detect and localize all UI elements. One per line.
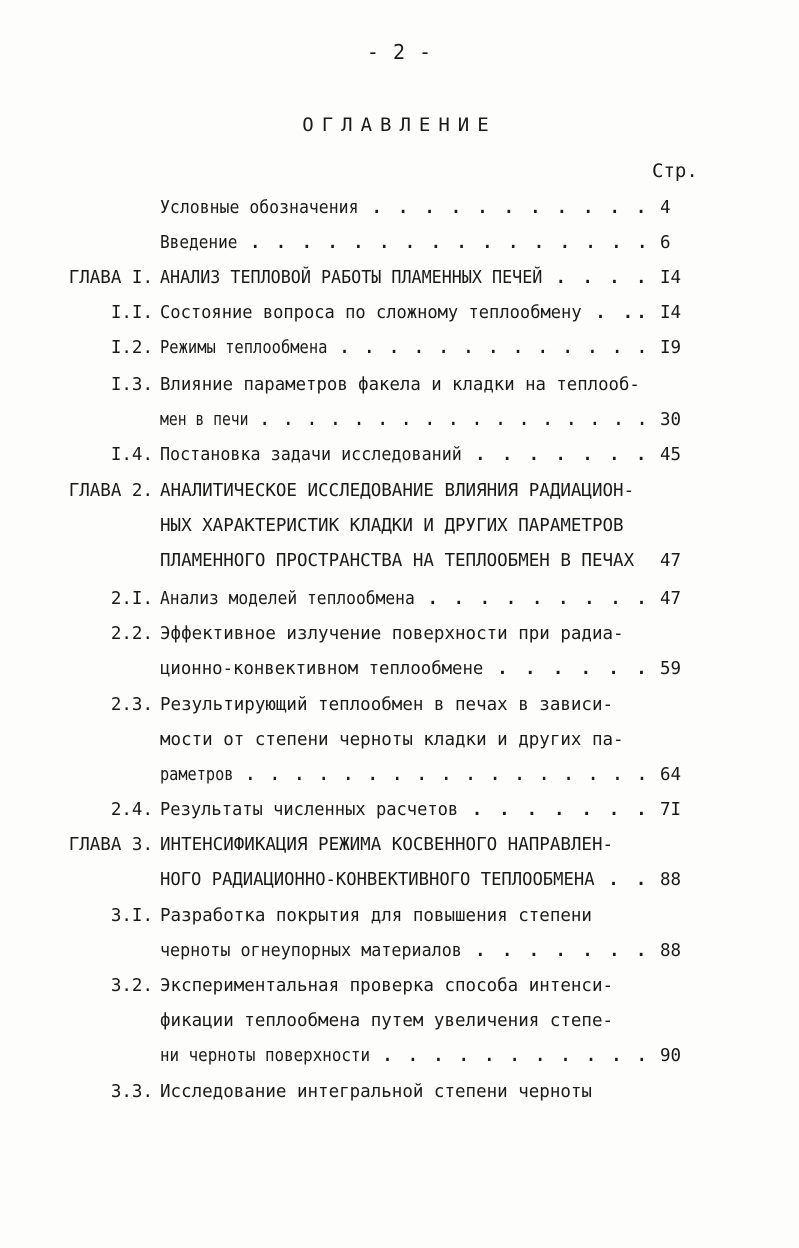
- toc-entry-title: ционно-конвективном теплообмене: [160, 659, 484, 679]
- toc-entry: [0, 298, 799, 328]
- toc-entry-text: [160, 865, 650, 895]
- toc-title: ОГЛАВЛЕНИЕ: [302, 114, 497, 136]
- toc-entry: [0, 760, 799, 790]
- toc-entry-page: I4: [660, 268, 682, 288]
- toc-entry-number: I.2.: [110, 338, 153, 358]
- toc-entry-text: [160, 1041, 650, 1071]
- toc-entry-title: мости от степени черноты кладки и других па-: [160, 730, 624, 750]
- toc-entry-page: 88: [660, 870, 682, 890]
- toc-entry-title: Состояние вопроса по сложному теплообмену: [160, 303, 582, 323]
- toc-leader-dots: . . . . . . . . . . . . . . . . .: [248, 410, 650, 430]
- toc-entry: [0, 865, 799, 895]
- toc-leader-dots: . . . . . . .: [461, 941, 650, 961]
- toc-entry: [0, 370, 799, 400]
- toc-entry: [0, 795, 799, 825]
- toc-entry-text: [160, 405, 649, 435]
- toc-entry-title: Эффективное излучение поверхности при радиа-: [160, 624, 624, 644]
- toc-entry-text: [160, 760, 650, 790]
- toc-entry-title: Условные обозначения: [160, 198, 359, 218]
- toc-leader-dots: . . . . . . .: [461, 445, 650, 465]
- toc-entry-title: черноты огнеупорных материалов: [160, 941, 462, 961]
- toc-entry-page: 59: [660, 659, 682, 679]
- toc-entry-page: I4: [660, 303, 682, 323]
- toc-entry-text: [160, 511, 624, 541]
- toc-entry-text: [160, 901, 592, 931]
- toc-entry-number: 3.3.: [110, 1082, 153, 1102]
- toc-entry: [0, 901, 799, 931]
- toc-entry: [0, 654, 799, 684]
- toc-leader-dots: . ..: [581, 303, 651, 323]
- toc-leader-dots: . . . . . . .: [458, 800, 651, 820]
- toc-leader-dots: . . . . . . . . . . . . . . . .: [237, 233, 651, 253]
- toc-entry-text: [160, 263, 650, 293]
- toc-entry: [0, 584, 799, 614]
- toc-entry-text: [160, 619, 624, 649]
- toc-entry: [0, 228, 799, 258]
- toc-entry-title: ни черноты поверхности: [160, 1046, 371, 1066]
- toc-leader-dots: . . . . . . . . . . . . . . . . .: [233, 765, 650, 785]
- toc-entry-title: Разработка покрытия для повышения степени: [160, 906, 592, 926]
- toc-entry-title: НОГО РАДИАЦИОННО-КОНВЕКТИВНОГО ТЕПЛООБМЕНА: [160, 870, 595, 890]
- toc-entry: [0, 1006, 799, 1036]
- toc-entry-title: Введение: [160, 233, 238, 253]
- toc-entry-title: ПЛАМЕННОГО ПРОСТРАНСТВА НА ТЕПЛООБМЕН В ПЕЧАХ: [160, 551, 635, 571]
- page-number: - 2 -: [366, 40, 433, 64]
- toc-entry-title: Исследование интегральной степени черноты: [160, 1082, 592, 1102]
- toc-entry-number: ГЛАВА 2.: [68, 481, 153, 501]
- toc-leader-dots: . . . . . . . . .: [414, 589, 650, 609]
- toc-entry-page: 90: [660, 1046, 682, 1066]
- toc-entry-title: Результирующий теплообмен в печах в зависи-: [160, 695, 614, 715]
- toc-entry-title: раметров: [160, 765, 234, 785]
- toc-entry: [0, 690, 799, 720]
- toc-entry-text: [160, 193, 649, 223]
- toc-entry-title: НЫХ ХАРАКТЕРИСТИК КЛАДКИ И ДРУГИХ ПАРАМЕТРОВ: [160, 516, 624, 536]
- toc-entry-page: 30: [660, 410, 682, 430]
- toc-entry-title: Влияние параметров факела и кладки на теплооб-: [160, 375, 640, 395]
- toc-entry-text: [160, 971, 613, 1001]
- toc-entry: [0, 830, 799, 860]
- toc-entry: [0, 1041, 799, 1071]
- toc-entry: [0, 971, 799, 1001]
- toc-leader-dots: . . . .: [542, 268, 650, 288]
- toc-entry-text: [160, 1077, 592, 1107]
- toc-entry-page: 45: [660, 445, 682, 465]
- toc-entry-page: 47: [660, 551, 682, 571]
- toc-leader-dots: . . . . . . . . . . .: [370, 1046, 650, 1066]
- toc-entry: [0, 619, 799, 649]
- toc-entry-text: [160, 228, 650, 258]
- toc-entry-number: ГЛАВА I.: [68, 268, 153, 288]
- toc-entry-title: Постановка задачи исследований: [160, 445, 462, 465]
- toc-entry-page: 4: [660, 198, 671, 218]
- toc-entry-number: I.I.: [110, 303, 153, 323]
- toc-entry-number: 2.3.: [110, 695, 153, 715]
- toc-entry-page: I9: [660, 338, 682, 358]
- toc-entry-text: [160, 584, 650, 614]
- toc-entry: [0, 546, 799, 576]
- toc-entry-text: [160, 1006, 613, 1036]
- toc-entry-text: [160, 370, 640, 400]
- toc-entry-title: АНАЛИЗ ТЕПЛОВОЙ РАБОТЫ ПЛАМЕННЫХ ПЕЧЕЙ: [160, 268, 543, 288]
- toc-entry-number: 2.I.: [110, 589, 153, 609]
- toc-entry-number: 2.4.: [110, 800, 153, 820]
- toc-entry: [0, 1077, 799, 1107]
- toc-entry-page: 7I: [660, 800, 682, 820]
- toc-entry: [0, 440, 799, 470]
- toc-entry-title: фикации теплообмена путем увеличения степе-: [160, 1011, 614, 1031]
- toc-entry-title: ИНТЕНСИФИКАЦИЯ РЕЖИМА КОСВЕННОГО НАПРАВЛЕН-: [160, 835, 614, 855]
- toc-entry-text: [160, 690, 613, 720]
- toc-entry: [0, 193, 799, 223]
- toc-entry-number: I.4.: [110, 445, 153, 465]
- toc-entry-title: Анализ моделей теплообмена: [160, 589, 415, 609]
- toc-entry-text: [160, 725, 624, 755]
- toc-entry-number: 2.2.: [110, 624, 153, 644]
- toc-entry-title: АНАЛИТИЧЕСКОЕ ИССЛЕДОВАНИЕ ВЛИЯНИЯ РАДИАЦИОН-: [160, 481, 635, 501]
- toc-entry-page: 88: [660, 941, 682, 961]
- toc-entry-number: I.3.: [110, 375, 153, 395]
- toc-entry-page: 64: [660, 765, 682, 785]
- toc-entry-text: [160, 830, 613, 860]
- toc-entry-title: Экспериментальная проверка способа интенси-: [160, 976, 614, 996]
- toc-entry: [0, 725, 799, 755]
- toc-entry: [0, 263, 799, 293]
- toc-entry-text: [160, 795, 650, 825]
- toc-entry: [0, 405, 799, 435]
- toc-entry-title: Результаты численных расчетов: [160, 800, 459, 820]
- toc-leader-dots: . . . . . . . . . . .: [358, 198, 650, 218]
- toc-leader-dots: . .: [594, 870, 650, 890]
- toc-entry-title: мен в печи: [160, 410, 249, 430]
- toc-entry-number: 3.2.: [110, 976, 153, 996]
- toc-leader-dots: . . . . . . . . . . . . .: [327, 338, 650, 358]
- toc-entry: [0, 333, 799, 363]
- toc-entry-page: 6: [660, 233, 671, 253]
- toc-entry: [0, 476, 799, 506]
- toc-entry-title: Режимы теплообмена: [160, 338, 328, 358]
- toc-entry-number: ГЛАВА 3.: [68, 835, 153, 855]
- page-column-header: Стр.: [652, 160, 698, 182]
- toc-entry: [0, 511, 799, 541]
- toc-entry-text: [160, 440, 650, 470]
- toc-leader-dots: . . . . . .: [483, 659, 651, 679]
- toc-entry-text: [160, 333, 650, 363]
- toc-entry-text: [160, 654, 650, 684]
- toc-entry-number: 3.I.: [110, 906, 153, 926]
- toc-entry-text: [160, 936, 650, 966]
- toc-entry-text: [160, 476, 634, 506]
- toc-entry-page: 47: [660, 589, 682, 609]
- toc-entry-text: [160, 298, 650, 328]
- toc-entry-text: [160, 546, 634, 576]
- toc-entry: [0, 936, 799, 966]
